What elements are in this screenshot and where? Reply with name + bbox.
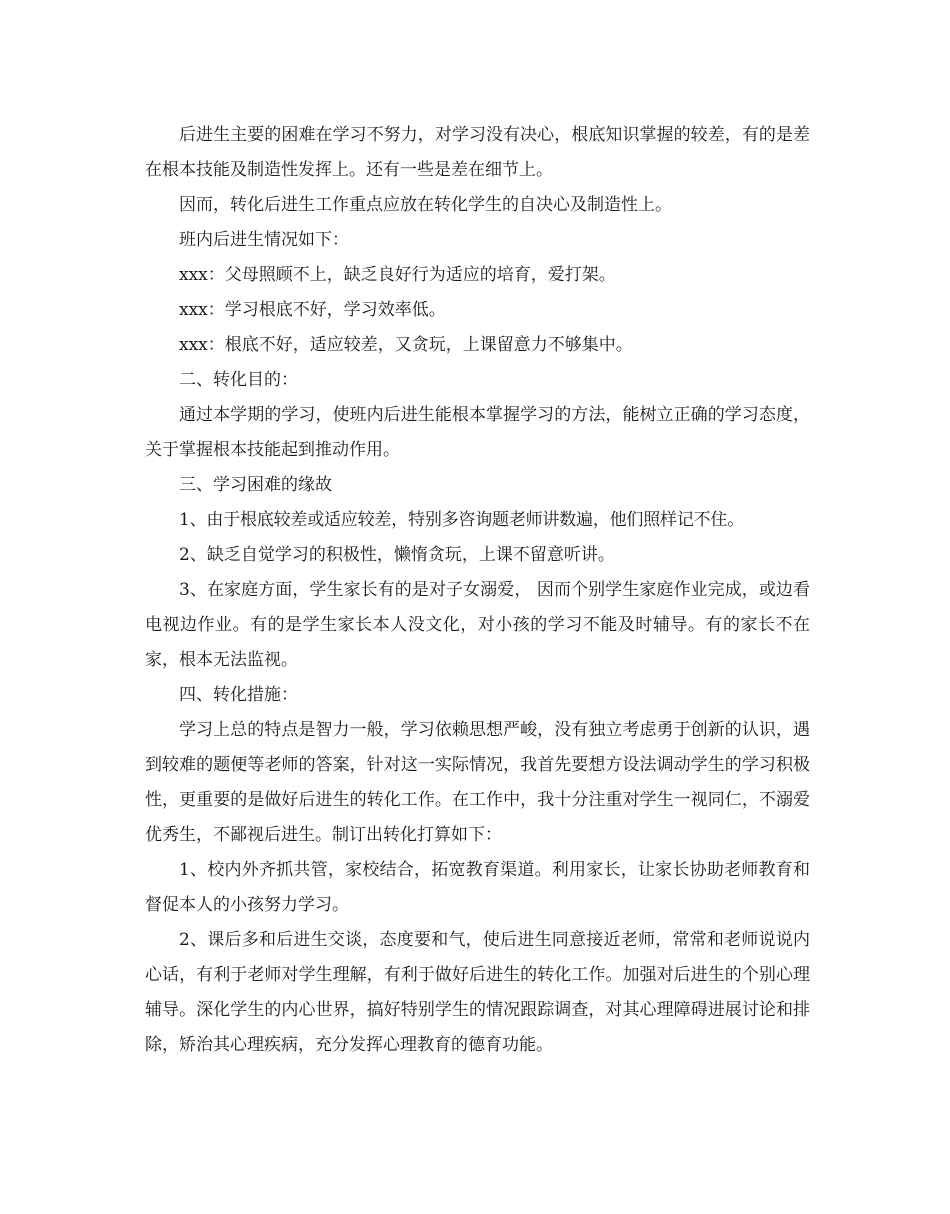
paragraph-focus: 因而，转化后进生工作重点应放在转化学生的自决心及制造性上。 bbox=[179, 195, 672, 215]
paragraph-student-1: xxx：父母照顾不上，缺乏良好行为适应的培育，爱打架。 bbox=[179, 265, 616, 285]
paragraph-reason-1: 1、由于根底较差或适应较差，特别多咨询题老师讲数遍，他们照样记不住。 bbox=[179, 510, 745, 530]
paragraph-reason-2: 2、缺乏自觉学习的积极性，懒惰贪玩，上课不留意听讲。 bbox=[179, 545, 615, 565]
document-body bbox=[145, 118, 810, 1063]
paragraph-reason-3: 3、在家庭方面，学生家长有的是对子女溺爱， 因而个别学生家庭作业完成，或边看电视边作业。有的是学生家长本人没文化，对小孩的学习不能及时辅导。有的家长不在家，根本无法监视。 bbox=[145, 580, 810, 670]
paragraph-measure-2: 2、课后多和后进生交谈，态度要和气，使后进生同意接近老师，常常和老师说说内心话，有利于老师对学生理解，有利于做好后进生的转化工作。加强对后进生的个别心理辅导。深化学生的内心世界，搞好特别学生的情况跟踪调查，对其心理障碍进展讨论和排除，矫治其心理疾病，充分发挥心理教育的德育功能。 bbox=[145, 930, 810, 1055]
paragraph-class-situation: 班内后进生情况如下： bbox=[179, 230, 349, 250]
paragraph-measure-1: 1、校内外齐抓共管，家校结合，拓宽教育渠道。利用家长，让家长协助老师教育和督促本人的小孩努力学习。 bbox=[145, 860, 810, 915]
paragraph-difficulties: 后进生主要的困难在学习不努力，对学习没有决心，根底知识掌握的较差，有的是差在根本技能及制造性发挥上。还有一些是差在细节上。 bbox=[145, 125, 810, 180]
section-heading-reasons: 三、学习困难的缘故 bbox=[179, 475, 332, 495]
section-heading-measures: 四、转化措施： bbox=[179, 685, 298, 705]
paragraph-measures-intro: 学习上总的特点是智力一般，学习依赖思想严峻，没有独立考虑勇于创新的认识，遇到较难的题便等老师的答案，针对这一实际情况，我首先要想方设法调动学生的学习积极性，更重要的是做好后进生的转化工作。在工作中，我十分注重对学生一视同仁，不溺爱优秀生，不鄙视后进生。制订出转化打算如下： bbox=[145, 720, 810, 845]
paragraph-student-2: xxx：学习根底不好，学习效率低。 bbox=[179, 300, 446, 320]
section-heading-goal: 二、转化目的： bbox=[179, 370, 298, 390]
paragraph-student-3: xxx：根底不好，适应较差，又贪玩，上课留意力不够集中。 bbox=[179, 335, 633, 355]
paragraph-goal: 通过本学期的学习，使班内后进生能根本掌握学习的方法，能树立正确的学习态度，关于掌握根本技能起到推动作用。 bbox=[145, 405, 810, 460]
